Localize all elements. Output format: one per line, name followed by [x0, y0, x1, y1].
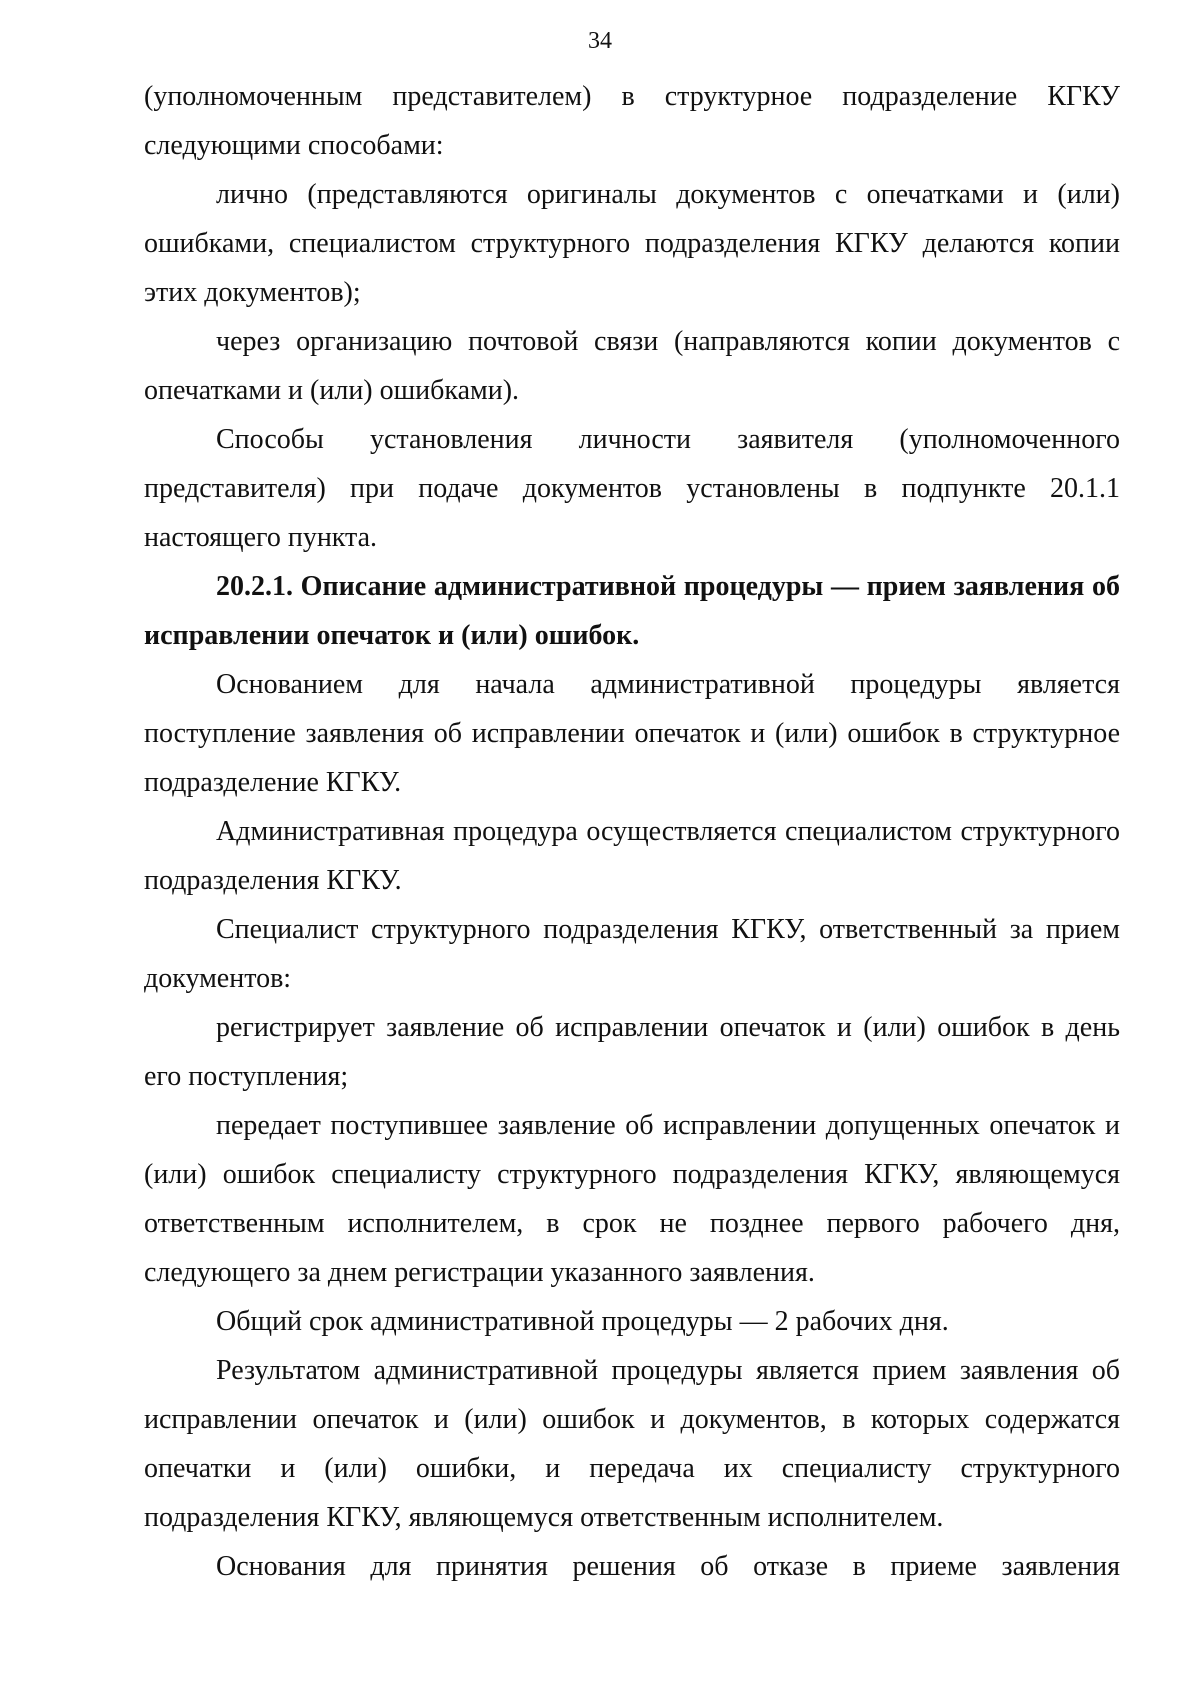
paragraph-refusal-grounds: Основания для принятия решения об отказе в приеме заявления	[216, 1551, 1120, 1582]
paragraph-continuation: (уполномоченным представителем) в структурное подразделение КГКУ следующими способами:	[144, 81, 1120, 161]
paragraph-performer: Административная процедура осуществляется специалистом структурного подразделения КГКУ.	[144, 816, 1120, 896]
paragraph-grounds: Основанием для начала административной процедуры является поступление заявления об исправлении опечаток и (или) ошибок в структурное подразделение КГКУ.	[144, 669, 1120, 798]
paragraph-transfers: передает поступившее заявление об исправлении допущенных опечаток и (или) ошибок специалисту структурного подразделения КГКУ, являющемуся ответственным исполнителем, в срок не позднее первого рабочего дня, следующего за днем регистрации указанного заявления.	[144, 1110, 1120, 1288]
paragraph-total-term: Общий срок административной процедуры — 2 рабочих дня.	[216, 1306, 949, 1337]
paragraph-in-person: лично (представляются оригиналы документов с опечатками и (или) ошибками, специалистом структурного подразделения КГКУ делаются копии этих документов);	[144, 179, 1120, 308]
document-body	[144, 72, 1120, 1591]
paragraph-by-post: через организацию почтовой связи (направляются копии документов с опечатками и (или) ошибками).	[144, 326, 1120, 406]
paragraph-registers: регистрирует заявление об исправлении опечаток и (или) ошибок в день его поступления;	[144, 1012, 1120, 1092]
paragraph-result: Результатом административной процедуры является прием заявления об исправлении опечаток и (или) ошибок и документов, в которых содержатся опечатки и (или) ошибки, и передача их специалисту структурного подразделения КГКУ, являющемуся ответственным исполнителем.	[144, 1355, 1120, 1533]
paragraph-specialist: Специалист структурного подразделения КГКУ, ответственный за прием документов:	[144, 914, 1120, 994]
paragraph-identity: Способы установления личности заявителя (уполномоченного представителя) при подаче документов установлены в подпункте 20.1.1 настоящего пункта.	[144, 424, 1120, 553]
page-number: 34	[588, 28, 612, 54]
section-heading: 20.2.1. Описание административной процедуры — прием заявления об исправлении опечаток и (или) ошибок.	[144, 571, 1120, 651]
